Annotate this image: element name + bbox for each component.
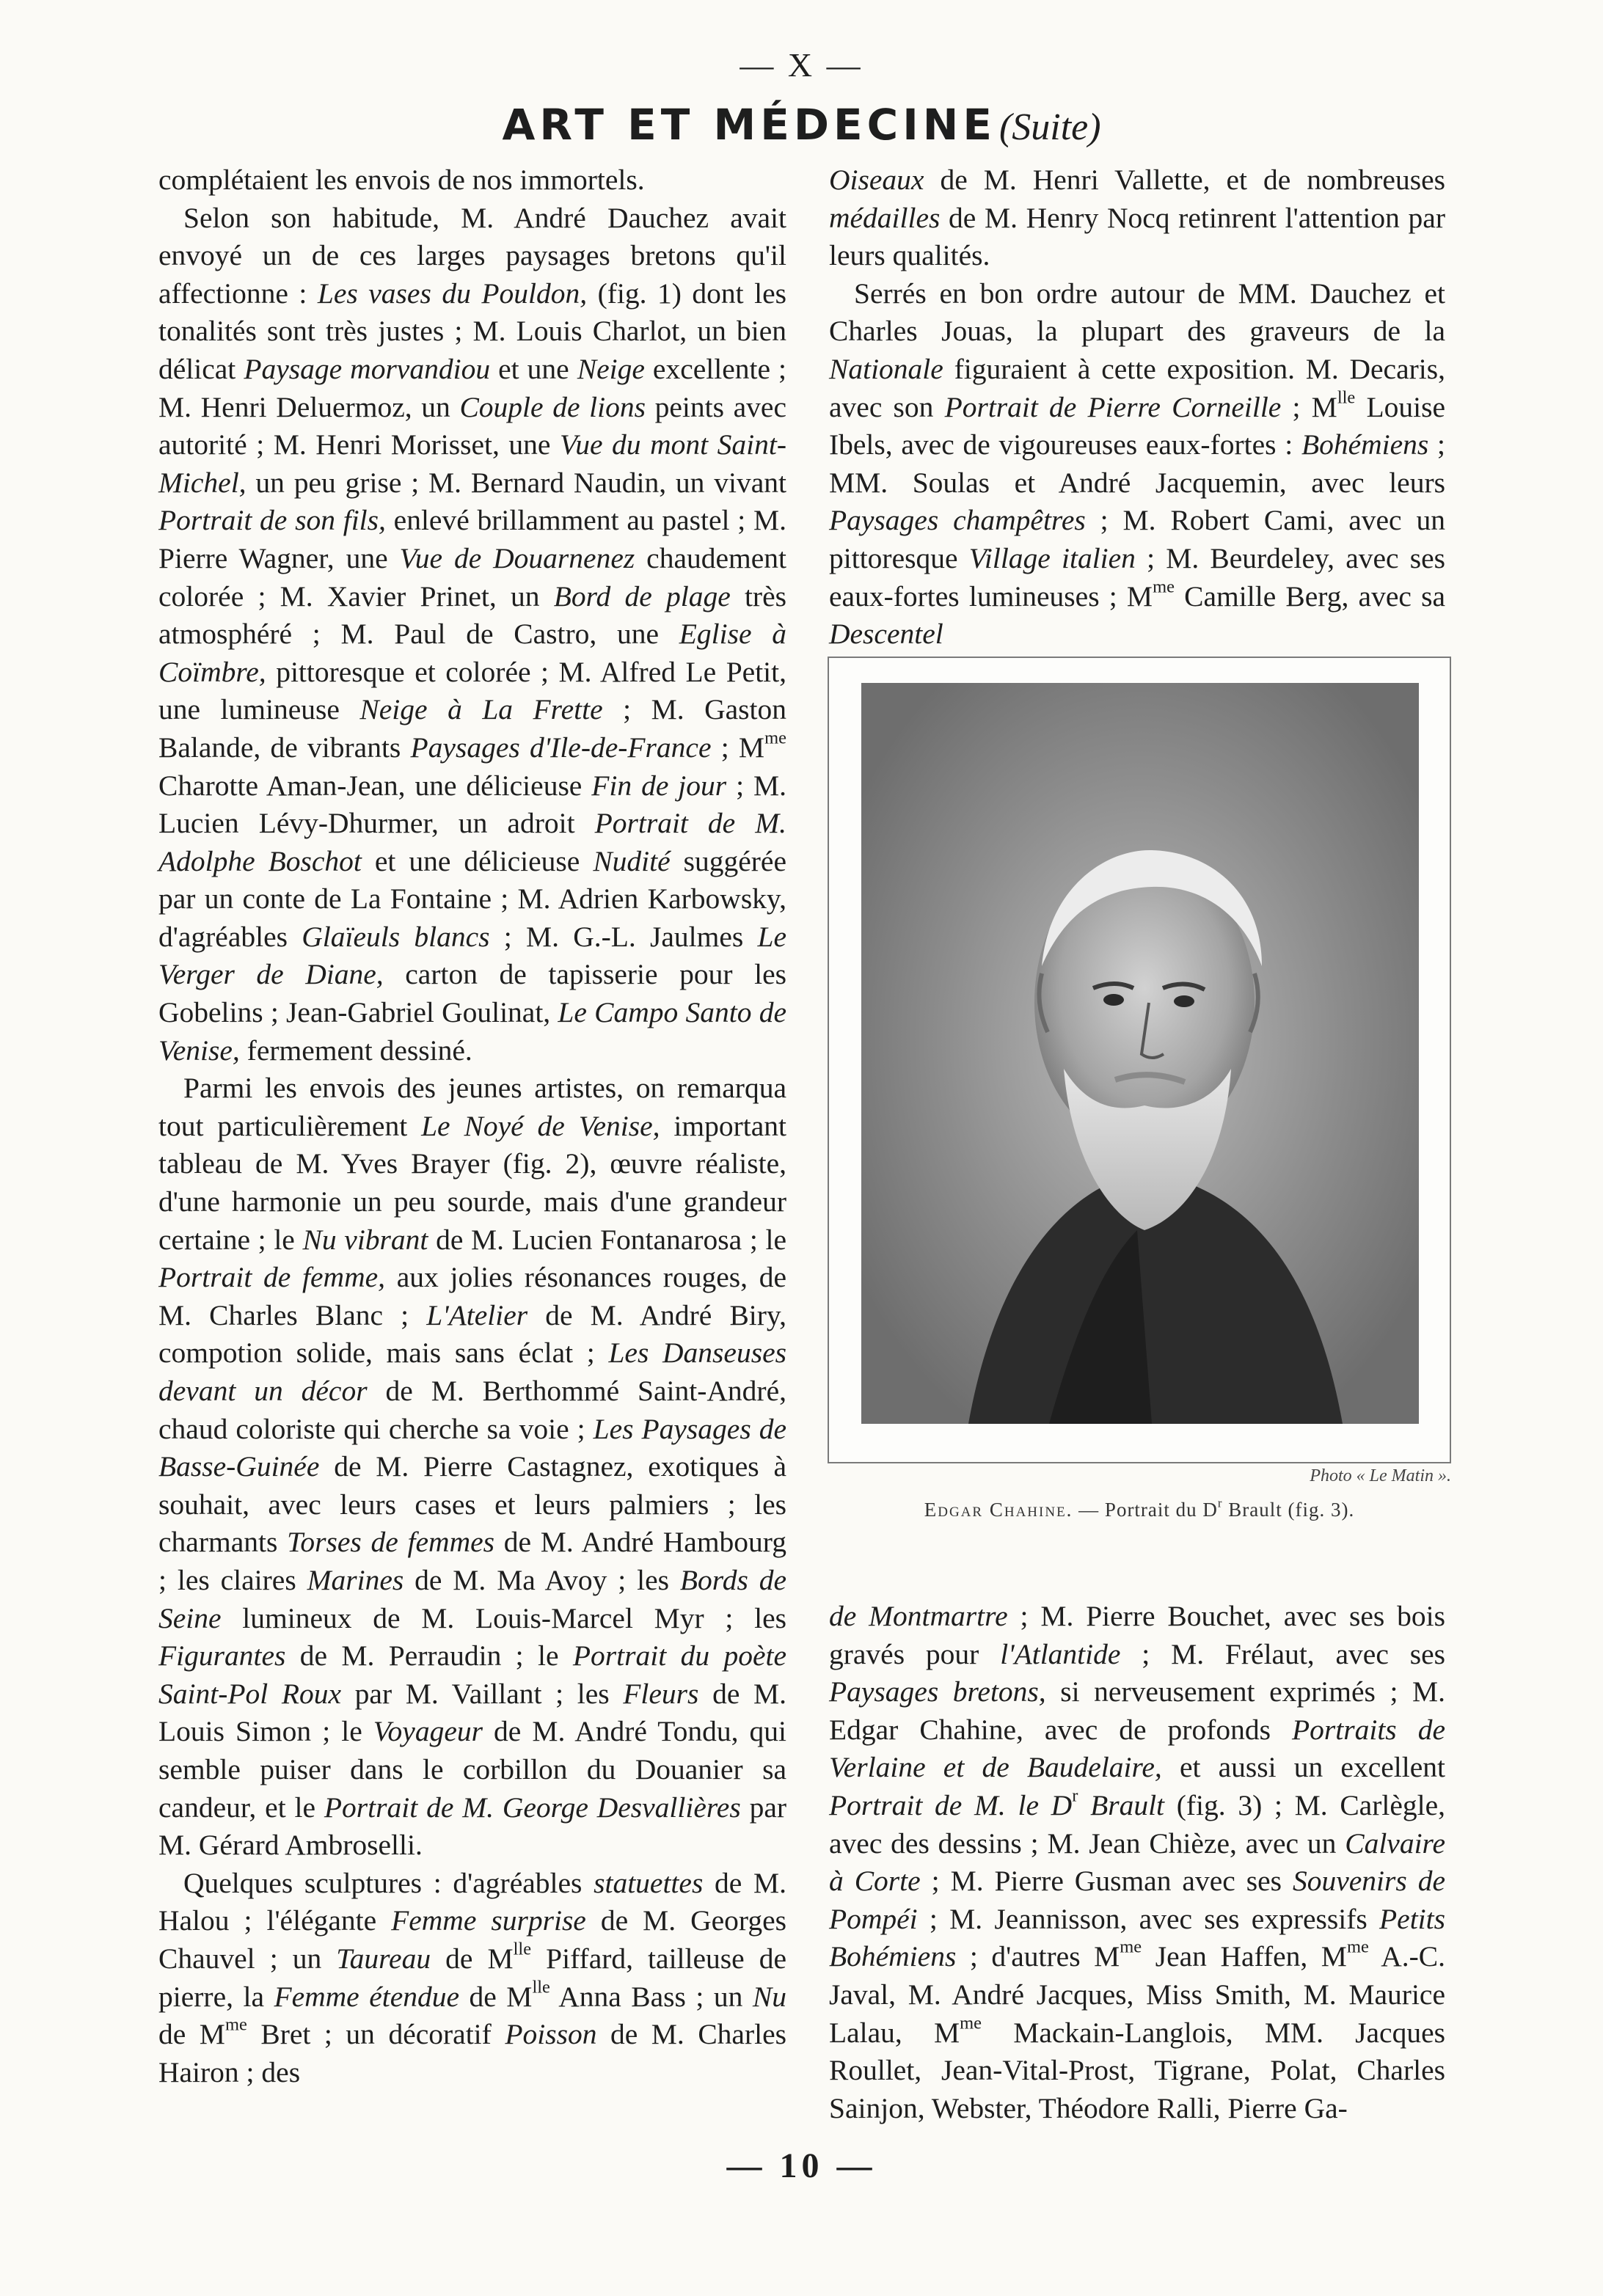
photo-credit: Photo « Le Matin ».	[1310, 1466, 1451, 1485]
portrait-frame	[828, 657, 1451, 1463]
right-column-bottom	[829, 1598, 1445, 2127]
paragraph: Selon son habitude, M. André Dauchez avait envoyé un de ces larges paysages bretons qu'il affectionne : Les vases du Pouldon, (fig. 1) dont les tonalités sont très justes ; M. Louis Charlot, un bien délicat Paysage morvandiou et une Neige excellente ; M. Henri Deluermoz, un Couple de lions peints avec autorité ; M. Henri Morisset, une Vue du mont Saint-Michel, un peu grise ; M. Bernard Naudin, un vivant Portrait de son fils, enlevé brillamment au pastel ; M. Pierre Wagner, une Vue de Douarnenez chaudement colorée ; M. Xavier Prinet, un Bord de plage très atmosphéré ; M. Paul de Castro, une Eglise à Coïmbre, pittoresque et colorée ; M. Alfred Le Petit, une lumineuse Neige à La Frette ; M. Gaston Balande, de vibrants Paysages d'Ile-de-France ; $M^{me}$ Charotte Aman-Jean, une délicieuse Fin de jour ; M. Lucien Lévy-Dhurmer, un adroit Portrait de M. Adolphe Boschot et une délicieuse Nudité suggérée par un conte de La Fontaine ; M. Adrien Karbowsky, d'agréables Glaïeuls blancs ; M. G.-L. Jaulmes Le Verger de Diane, carton de tapisserie pour les Gobelins ; Jean-Gabriel Goulinat, Le Campo Santo de Venise, fermement dessiné.	[158, 201, 787, 1067]
title-suffix: (Suite)	[998, 106, 1101, 148]
title-main: ART ET MÉDECINE	[502, 100, 996, 150]
paragraph: Quelques sculptures : d'agréables statuettes de M. Halou ; l'élégante Femme surprise de M. Georges Chauvel ; un Taureau de $M^{lle}$ Piffard, tailleuse de pierre, la Femme étendue de $M^{lle}$ Anna Bass ; un Nu de $M^{me}$ Bret ; un décoratif Poisson de M. Charles Hairon ; des	[158, 1866, 787, 2088]
paragraph: Serrés en bon ordre autour de MM. Dauchez et Charles Jouas, la plupart des graveurs de la Nationale figuraient à cette exposition. M. Decaris, avec son Portrait de Pierre Corneille ; $M^{lle}$ Louise Ibels, avec de vigoureuses eaux-fortes : Bohémiens ; MM. Soulas et André Jacquemin, avec leurs Paysages champêtres ; M. Robert Cami, avec un pittoresque Village italien ; M. Beurdeley, avec ses eaux-fortes lumineuses ; $M^{me}$ Camille Berg, avec sa Descentel	[829, 277, 1446, 651]
left-column	[158, 161, 786, 2091]
paragraph: Parmi les envois des jeunes artistes, on remarqua tout particulièrement Le Noyé de Venise, important tableau de M. Yves Brayer (fig. 2), œuvre réaliste, d'une harmonie un peu sourde, mais d'une grandeur certaine ; le Nu vibrant de M. Lucien Fontanarosa ; le Portrait de femme, aux jolies résonances rouges, de M. Charles Blanc ; L'Atelier de M. André Biry, compotion solide, mais sans éclat ; Les Danseuses devant un décor de M. Berthommé Saint-André, chaud coloriste qui cherche sa voie ; Les Paysages de Basse-Guinée de M. Pierre Castagnez, exotiques à souhait, avec leurs cases et leurs palmiers ; les charmants Torses de femmes de M. André Hambourg ; les claires Marines de M. Ma Avoy ; les Bords de Seine lumineux de M. Louis-Marcel Myr ; les Figurantes de M. Perraudin ; le Portrait du poète Saint-Pol Roux par M. Vaillant ; les Fleurs de M. Louis Simon ; le Voyageur de M. André Tondu, qui semble puiser dans le corbillon du Douanier sa candeur, et le Portrait de M. George Desvallières par M. Gérard Ambroselli.	[158, 1072, 787, 1862]
page-number: — 10 —	[726, 2146, 877, 2185]
portrait-figure	[828, 657, 1451, 1521]
page-title	[0, 100, 1603, 150]
paragraph: complétaient les envois de nos immortels.	[158, 164, 645, 196]
figure-caption: Edgar Chahine. — Portrait du $D^r$ Brault (fig. 3).	[924, 1496, 1355, 1521]
paragraph: de Montmartre ; M. Pierre Bouchet, avec ses bois gravés pour l'Atlantide ; M. Frélaut, avec ses Paysages bretons, si nerveusement exprimés ; M. Edgar Chahine, avec de profonds Portraits de Verlaine et de Baudelaire, et aussi un excellent Portrait de M. le $D^r$ Brault (fig. 3) ; M. Carlègle, avec des dessins ; M. Jean Chièze, avec un Calvaire à Corte ; M. Pierre Gusman avec ses Souvenirs de Pompéi ; M. Jeannisson, avec ses expressifs Petits Bohémiens ; d'autres $M^{me}$ Jean Haffen, $M^{me}$ A.-C. Javal, M. André Jacques, Miss Smith, M. Maurice Lalau, $M^{me}$ Mackain-Langlois, MM. Jacques Roullet, Jean-Vital-Prost, Tigrane, Polat, Charles Sainjon, Webster, Théodore Ralli, Pierre Ga-	[829, 1600, 1446, 2124]
page-roman-numeral: — X —	[740, 46, 863, 84]
portrait-illustration	[829, 658, 1450, 1462]
paragraph: Oiseaux de M. Henri Vallette, et de nombreuses médailles de M. Henry Nocq retinrent l'attention par leurs qualités.	[829, 164, 1445, 272]
right-column-top	[829, 161, 1445, 654]
